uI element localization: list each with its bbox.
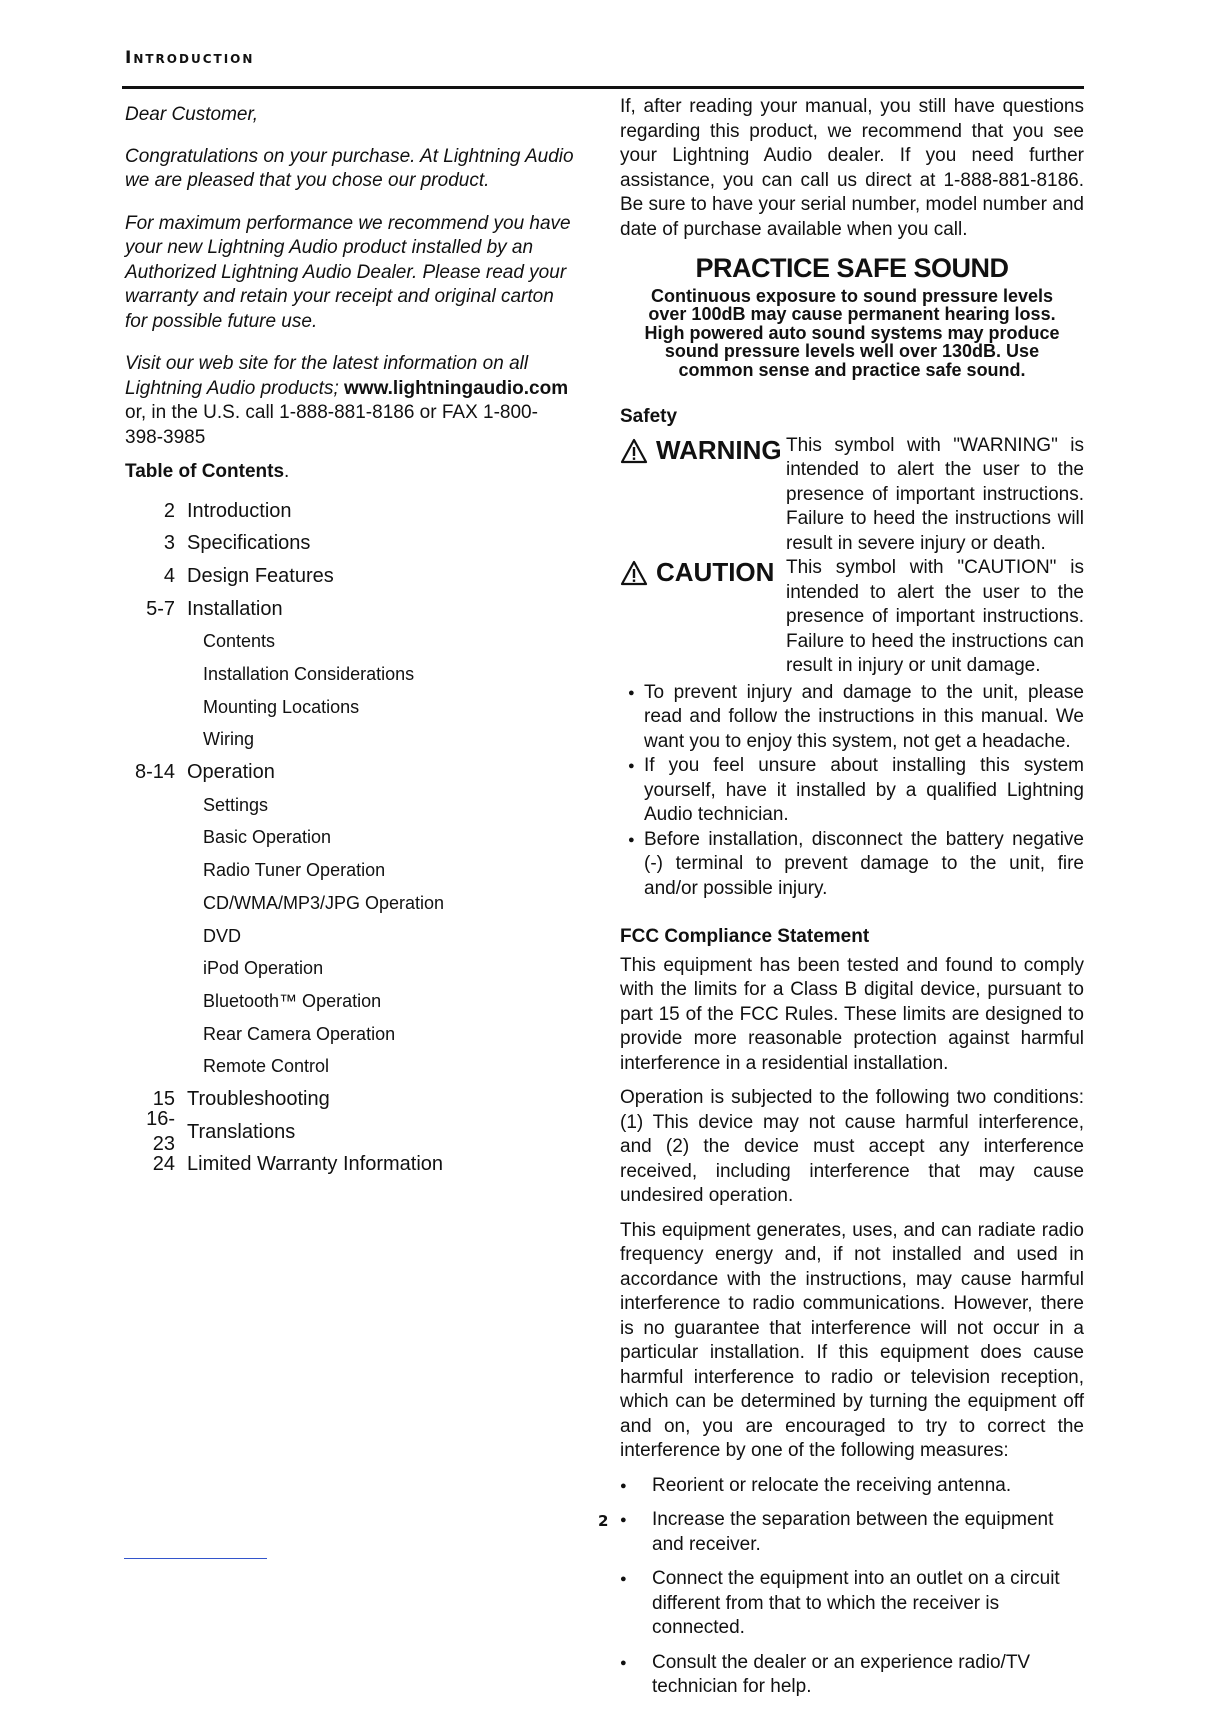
toc-subitem-label: CD/WMA/MP3/JPG Operation [203, 892, 445, 913]
caution-block [620, 556, 1084, 679]
footer-line [124, 1558, 267, 1559]
list-item: ● Reorient or relocate the receiving antenna. [620, 1474, 1084, 1499]
recommend-paragraph: For maximum performance we recommend you have your new Lightning Audio product installed by an Authorized Lightning Audio Dealer. Please read your warranty and retain your receipt and original carton for possible future use. [125, 212, 571, 332]
visit-text: Visit our web site for the latest information on all Lightning Audio products; [125, 353, 529, 399]
toc-page-number: 15 [152, 1087, 175, 1110]
toc-subitem [125, 1018, 575, 1051]
list-item: ● Connect the equipment into an outlet on a circuit different from that to which the receiver is connected. [620, 1567, 1084, 1641]
list-item: ● To prevent injury and damage to the unit, please read and follow the instructions in this manual. We want you to enjoy this system, not get a headache. [620, 681, 1084, 755]
toc-title [125, 460, 575, 485]
safety-heading: Safety [620, 406, 678, 427]
toc-item-label: Operation [187, 761, 275, 784]
warning-label-group [620, 434, 786, 557]
congrats-paragraph: Congratulations on your purchase. At Lightning Audio we are pleased that you chose our product. [125, 145, 574, 191]
salutation: Dear Customer, [125, 104, 259, 125]
toc-subitem [125, 658, 575, 691]
toc-subitem-label: Installation Considerations [203, 664, 415, 685]
toc-subitem-label: Bluetooth™ Operation [203, 990, 382, 1011]
section-header: Introduction [125, 48, 255, 68]
right-column [620, 94, 1084, 1710]
toc-subitem-label: Rear Camera Operation [203, 1023, 396, 1044]
caution-text: This symbol with "CAUTION" is intended to alert the user to the presence of important instructions. Failure to heed the instructions can result in injury or unit damage. [786, 557, 1084, 676]
toc-item [125, 756, 575, 789]
safety-bullet-list [620, 681, 1084, 902]
toc-page-number: 4 [163, 564, 175, 587]
toc-item [125, 495, 575, 528]
toc-title-label: Table of Contents [125, 461, 285, 482]
toc-page-number: 5-7 [146, 597, 175, 620]
list-item: ● Before installation, disconnect the battery negative (-) terminal to prevent damage to the unit, fire and/or possible injury. [620, 828, 1084, 902]
safe-sound-body: Continuous exposure to sound pressure levels over 100dB may cause permanent hearing loss. High powered auto sound systems may produce sound pressure levels well over 130dB. Use common sense and practice safe sound. [644, 285, 1060, 380]
toc-page-number: 2 [163, 499, 175, 522]
page-number: 2 [598, 1512, 609, 1530]
toc-item [125, 1083, 575, 1116]
warning-block [620, 434, 1084, 557]
toc-subitem [125, 625, 575, 658]
fcc-heading: FCC Compliance Statement [620, 926, 870, 947]
toc-subitem [125, 1050, 575, 1083]
toc-page-number: 8-14 [134, 761, 175, 784]
fcc-paragraph-1: This equipment has been tested and found to comply with the limits for a Class B digital device, pursuant to part 15 of the FCC Rules. These limits are designed to provide more reasonable protection against harmful interference in a residential installation. [620, 954, 1084, 1074]
toc-item-label: Limited Warranty Information [187, 1153, 444, 1176]
list-item: ● Increase the separation between the equipment and receiver. [620, 1508, 1084, 1557]
warning-text: This symbol with "WARNING" is intended to alert the user to the presence of important instructions. Failure to heed the instructions will result in severe injury or death. [786, 434, 1084, 554]
caution-label-group [620, 556, 786, 679]
toc-subitem-label: Radio Tuner Operation [203, 860, 386, 881]
toc-item-label: Translations [187, 1120, 296, 1143]
toc-item [125, 1108, 575, 1155]
toc-subitem-label: Remote Control [203, 1056, 330, 1077]
toc-subitem [125, 887, 575, 920]
dealer-paragraph: If, after reading your manual, you still have questions regarding this product, we recommend that you see your Lightning Audio dealer. If you need further assistance, you can call us direct at 1-888-881-8186. Be sure to have your serial number, model number and date of purchase available when you call. [620, 96, 1084, 240]
toc-subitem [125, 952, 575, 985]
toc-item-label: Introduction [187, 499, 292, 522]
toc-subitem-label: Settings [203, 794, 269, 815]
toc-subitem-label: Wiring [203, 729, 255, 750]
list-item: ● If you feel unsure about installing this system yourself, have it installed by a qualified Lightning Audio technician. [620, 754, 1084, 828]
toc-subitem-label: Contents [203, 631, 276, 652]
toc-item [125, 527, 575, 560]
list-item: ● Consult the dealer or an experience radio/TV technician for help. [620, 1651, 1084, 1700]
header-rule [122, 86, 1084, 89]
caution-triangle-icon [620, 560, 648, 586]
toc-item [125, 1148, 575, 1181]
toc-subitem-label: DVD [203, 925, 242, 946]
toc-subitem-label: Basic Operation [203, 827, 332, 848]
safe-sound-title: PRACTICE SAFE SOUND [695, 253, 1009, 283]
fcc-paragraph-3: This equipment generates, uses, and can radiate radio frequency energy and, if not installed and used in accordance with the instructions, may cause harmful interference to radio communications. However, there is no guarantee that interference will not occur in a particular installation. If this equipment does cause harmful interference to radio or television reception, which can be determined by turning the equipment off and on, you are encouraged to try to correct the interference by one of the following measures: [620, 1219, 1084, 1461]
toc-title-period: . [284, 461, 290, 482]
fcc-bullet-list [620, 1474, 1084, 1700]
toc-subitem-label: iPod Operation [203, 958, 324, 979]
toc-item [125, 593, 575, 626]
website-link[interactable]: www.lightningaudio.com [344, 377, 569, 399]
toc-page-number: 24 [152, 1153, 175, 1176]
toc-subitem [125, 789, 575, 822]
toc-item-label: Installation [187, 597, 283, 620]
toc-page-number: 3 [163, 532, 175, 555]
visit-paragraph [125, 352, 575, 450]
toc-item [125, 560, 575, 593]
fcc-paragraph-2: Operation is subjected to the following two conditions: (1) This device may not cause harmful interference, and (2) the device must accept any interference received, including interference that may cause undesired operation. [620, 1087, 1084, 1206]
caution-label: CAUTION [656, 557, 775, 587]
toc-item-label: Specifications [187, 532, 311, 555]
toc-subitem [125, 723, 575, 756]
visit-contact: or, in the U.S. call 1-888-881-8186 or FAX 1-800-398-3985 [125, 402, 538, 448]
toc-item-label: Design Features [187, 564, 334, 587]
left-column [125, 94, 575, 1181]
table-of-contents [125, 495, 575, 1181]
toc-subitem-label: Mounting Locations [203, 696, 360, 717]
toc-subitem [125, 691, 575, 724]
toc-page-number: 16-23 [146, 1108, 175, 1155]
warning-label: WARNING [656, 434, 782, 465]
warning-triangle-icon [620, 438, 648, 464]
toc-subitem [125, 854, 575, 887]
toc-subitem [125, 919, 575, 952]
toc-item-label: Troubleshooting [187, 1087, 330, 1110]
toc-subitem [125, 985, 575, 1018]
toc-subitem [125, 821, 575, 854]
